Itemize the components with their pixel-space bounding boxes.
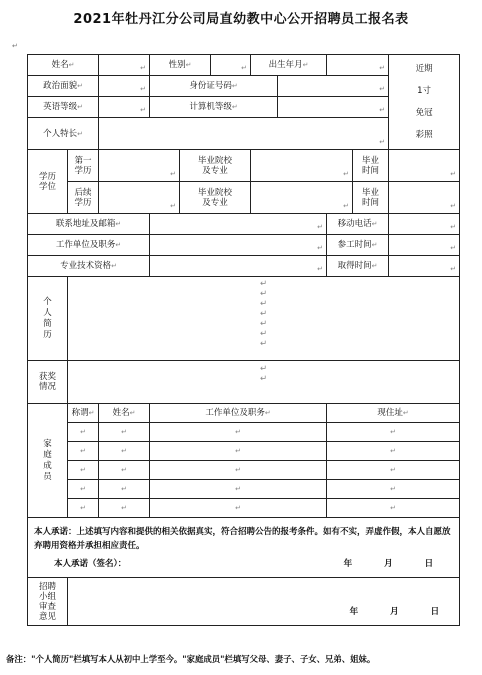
computer-value[interactable]: ↵	[278, 97, 389, 118]
political-label: 政治面貌↵	[28, 76, 99, 97]
work-start-label: 参工时间↵	[327, 235, 389, 256]
pledge-text: 本人承诺：上述填写内容和提供的相关依据真实，符合招聘公告的报考条件。如有不实，弄虚作假，本人自愿放弃聘用资格并承担相应责任。	[34, 526, 451, 551]
row-work-unit	[28, 235, 460, 256]
review-month: 月	[390, 607, 399, 617]
pledge-day: 日	[424, 558, 434, 569]
gender-label: 性别↵	[150, 55, 211, 76]
family-header-address: 现住址↵	[327, 404, 460, 423]
photo-text-3: 免冠	[415, 108, 433, 118]
family-row: ↵ ↵ ↵ ↵	[28, 499, 460, 518]
photo-text-2: 1寸	[417, 86, 432, 96]
row-pledge	[28, 518, 460, 578]
family-row: ↵ ↵ ↵ ↵	[28, 461, 460, 480]
address-label: 联系地址及邮箱↵	[28, 214, 150, 235]
birth-value[interactable]: ↵	[327, 55, 389, 76]
family-header-name: 姓名↵	[99, 404, 150, 423]
specialty-label: 个人特长↵	[28, 118, 99, 150]
review-value[interactable]	[68, 578, 460, 626]
row-first-degree	[28, 150, 460, 182]
photo-text-1: 近期	[415, 64, 433, 74]
address-value[interactable]: ↵	[150, 214, 327, 235]
row-resume	[28, 277, 460, 361]
family-row: ↵ ↵ ↵ ↵	[28, 423, 460, 442]
pledge-cell[interactable]	[28, 518, 460, 578]
registration-form-table	[27, 54, 460, 626]
pledge-signature-row	[34, 553, 453, 571]
english-value[interactable]: ↵	[99, 97, 150, 118]
review-day: 日	[430, 607, 440, 617]
obtain-time-label: 取得时间↵	[327, 256, 389, 277]
row-address	[28, 214, 460, 235]
education-group-label: 学历 学位	[28, 150, 68, 214]
specialty-value[interactable]: ↵	[99, 118, 389, 150]
further-graduate-time-label: 毕业 时间	[353, 182, 389, 214]
photo-text-4: 彩照	[415, 130, 433, 140]
id-number-label: 身份证号码↵	[150, 76, 278, 97]
family-header-relation: 称谓↵	[68, 404, 99, 423]
tech-title-label: 专业技术资格↵	[28, 256, 150, 277]
form-title: 2021年牡丹江分公司局直幼教中心公开招聘员工报名表	[73, 12, 409, 27]
further-school-label: 毕业院校 及专业	[180, 182, 251, 214]
paragraph-mark: ↵	[12, 42, 18, 50]
mobile-label: 移动电话↵	[327, 214, 389, 235]
row-review	[28, 578, 460, 626]
english-label: 英语等级↵	[28, 97, 99, 118]
work-unit-label: 工作单位及职务↵	[28, 235, 150, 256]
first-degree-value[interactable]: ↵	[99, 150, 180, 182]
pledge-signature-label: 本人承诺（签名）：	[54, 558, 127, 569]
first-graduate-time-value[interactable]: ↵	[389, 150, 460, 182]
work-start-value[interactable]: ↵	[389, 235, 460, 256]
awards-label: 获奖 情况	[28, 361, 68, 404]
resume-value[interactable]: ↵ ↵ ↵ ↵ ↵ ↵ ↵	[68, 277, 460, 361]
first-graduate-time-label: 毕业 时间	[353, 150, 389, 182]
first-school-value[interactable]: ↵	[251, 150, 353, 182]
awards-value[interactable]: ↵ ↵	[68, 361, 460, 404]
family-label: 家 庭 成 员	[28, 404, 68, 518]
gender-value[interactable]: ↵	[211, 55, 251, 76]
name-value[interactable]: ↵	[99, 55, 150, 76]
id-number-value[interactable]: ↵	[278, 76, 389, 97]
work-unit-value[interactable]: ↵	[150, 235, 327, 256]
family-row: ↵ ↵ ↵ ↵	[28, 480, 460, 499]
name-label: 姓名↵	[28, 55, 99, 76]
political-value[interactable]: ↵	[99, 76, 150, 97]
pledge-year: 年	[343, 558, 353, 569]
footer-note: 备注："个人简历"栏填写本人从初中上学至今。"家庭成员"栏填写父母、妻子、子女、兄弟、姐妹。	[6, 654, 376, 664]
resume-label: 个 人 简 历	[28, 277, 68, 361]
family-header-work: 工作单位及职务↵	[150, 404, 327, 423]
obtain-time-value[interactable]: ↵	[389, 256, 460, 277]
further-degree-label: 后续 学历	[68, 182, 99, 214]
row-awards	[28, 361, 460, 404]
pledge-month: 月	[384, 558, 393, 569]
review-year: 年	[349, 607, 359, 617]
first-degree-label: 第一 学历	[68, 150, 99, 182]
computer-label: 计算机等级↵	[150, 97, 278, 118]
family-row: ↵ ↵ ↵ ↵	[28, 442, 460, 461]
photo-box[interactable]	[389, 55, 460, 150]
further-school-value[interactable]: ↵	[251, 182, 353, 214]
mobile-value[interactable]: ↵	[389, 214, 460, 235]
row-further-degree	[28, 182, 460, 214]
further-graduate-time-value[interactable]: ↵	[389, 182, 460, 214]
row-basic-1	[28, 55, 460, 76]
further-degree-value[interactable]: ↵	[99, 182, 180, 214]
row-tech-title	[28, 256, 460, 277]
birth-label: 出生年月↵	[251, 55, 327, 76]
tech-title-value[interactable]: ↵	[150, 256, 327, 277]
first-school-label: 毕业院校 及专业	[180, 150, 251, 182]
row-family-header	[28, 404, 460, 423]
review-label: 招聘 小组 审查 意见	[28, 578, 68, 626]
